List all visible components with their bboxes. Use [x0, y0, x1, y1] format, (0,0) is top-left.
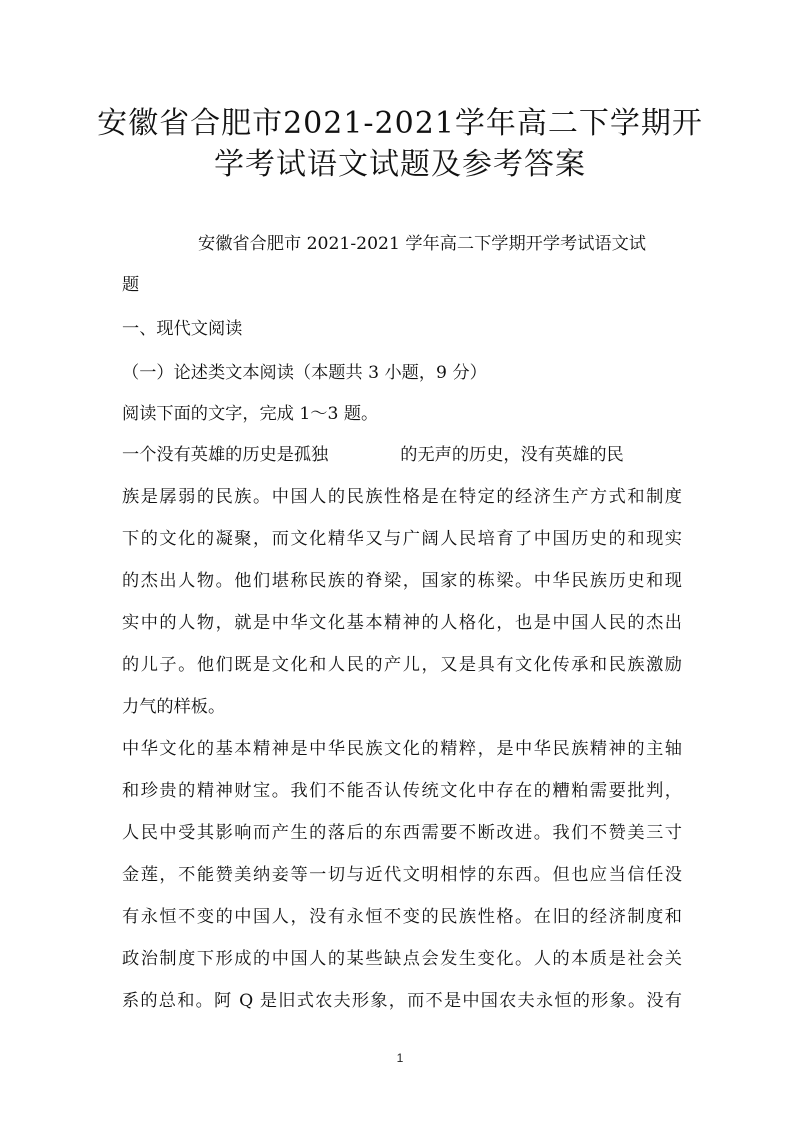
- paragraph-1-line-4: 的杰出人物。他们堪称民族的脊梁，国家的栋梁。中华民族历史和现: [122, 571, 682, 591]
- section-heading: 一、现代文阅读: [122, 319, 243, 339]
- sub-heading: （一）论述类文本阅读（本题共 3 小题，9 分）: [122, 363, 487, 383]
- paragraph-2-line-1: 中华文化的基本精神是中华民族文化的精粹，是中华民族精神的主轴: [122, 739, 682, 759]
- paragraph-1-line-3: 下的文化的凝聚，而文化精华又与广阔人民培育了中国历史的和现实: [122, 529, 682, 549]
- subtitle-line-1: 安徽省合肥市 2021-2021 学年高二下学期开学考试语文试: [198, 234, 646, 254]
- page-number: 1: [396, 1051, 404, 1065]
- instruction-text: 阅读下面的文字，完成 1～3 题。: [122, 404, 379, 424]
- paragraph-1-line-5: 实中的人物，就是中华文化基本精神的人格化，也是中国人民的杰出: [122, 613, 682, 633]
- paragraph-1-line-2: 族是孱弱的民族。中国人的民族性格是在特定的经济生产方式和制度: [122, 487, 682, 507]
- paragraph-2-line-2: 和珍贵的精神财宝。我们不能否认传统文化中存在的糟粕需要批判，: [122, 781, 682, 801]
- paragraph-1-line-1-right: 的无声的历史，没有英雄的民: [400, 445, 624, 465]
- paragraph-1-line-1-left: 一个没有英雄的历史是孤独: [122, 445, 329, 465]
- paragraph-1-line-6: 的儿子。他们既是文化和人民的产儿，又是具有文化传承和民族激励: [122, 655, 682, 675]
- document-title-line-2: 学考试语文试题及参考答案: [214, 147, 586, 182]
- paragraph-1-line-1: [122, 443, 682, 467]
- paragraph-1-line-7: 力气的样板。: [122, 697, 226, 717]
- paragraph-2-line-3: 人民中受其影响而产生的落后的东西需要不断改进。我们不赞美三寸: [122, 823, 682, 843]
- paragraph-2-line-7: 系的总和。阿 Q 是旧式农夫形象，而不是中国农夫永恒的形象。没有: [122, 991, 682, 1011]
- paragraph-2-line-5: 有永恒不变的中国人，没有永恒不变的民族性格。在旧的经济制度和: [122, 907, 682, 927]
- paragraph-2-line-4: 金莲，不能赞美纳妾等一切与近代文明相悖的东西。但也应当信任没: [122, 865, 682, 885]
- paragraph-2-line-6: 政治制度下形成的中国人的某些缺点会发生变化。人的本质是社会关: [122, 949, 682, 969]
- subtitle-line-2: 题: [122, 275, 140, 295]
- document-title-line-1: 安徽省合肥市2021-2021学年高二下学期开: [97, 106, 703, 141]
